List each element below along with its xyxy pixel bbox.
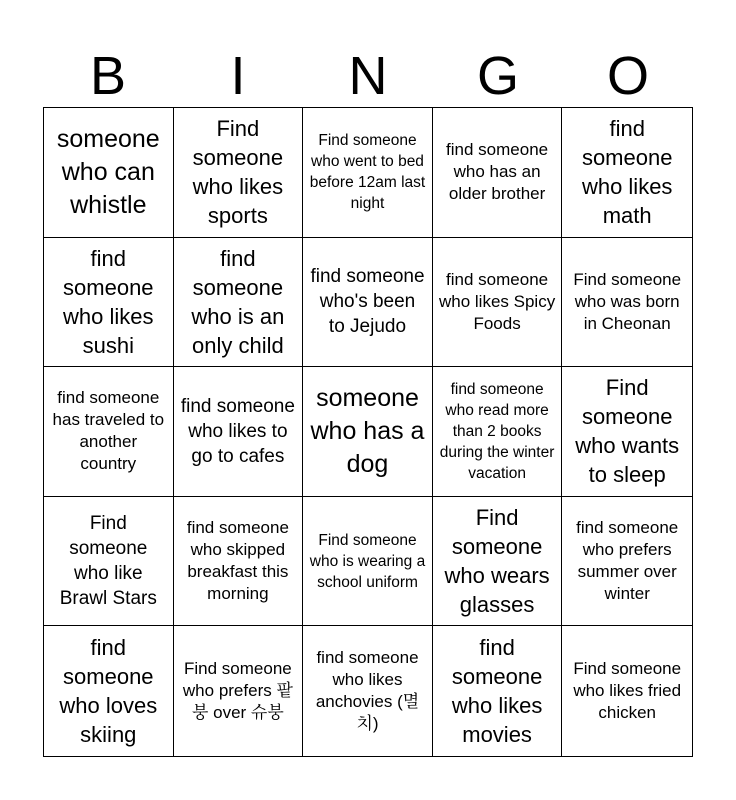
cell-text: Find someone who wants to sleep — [575, 375, 680, 488]
bingo-cell-r1c3[interactable] — [303, 108, 433, 238]
bingo-header — [43, 44, 693, 108]
bingo-cell-r4c2[interactable] — [174, 497, 304, 627]
cell-text: Find someone who likes sports — [192, 116, 284, 229]
bingo-cell-r2c2[interactable] — [174, 238, 304, 368]
cell-text: Find someone who wears glasses — [444, 505, 550, 618]
cell-text: find someone who likes anchovies (멸치) — [315, 648, 420, 734]
cell-text: find someone who skipped breakfast this morning — [186, 518, 289, 604]
cell-text: find someone who likes math — [581, 116, 673, 229]
cell-text: find someone who prefers summer over winter — [576, 518, 679, 604]
header-letter-g: G — [476, 46, 519, 106]
bingo-cell-r4c3[interactable] — [303, 497, 433, 627]
bingo-cell-r1c4[interactable] — [433, 108, 563, 238]
bingo-board — [43, 107, 693, 757]
bingo-cell-r5c2[interactable] — [174, 626, 304, 756]
header-letter-n: N — [348, 46, 388, 106]
cell-text: Find someone who likes fried chicken — [573, 659, 682, 723]
cell-text: Find someone who like Brawl Stars — [59, 513, 157, 610]
bingo-cell-r2c5[interactable] — [562, 238, 692, 368]
cell-text: find someone who likes to go to cafes — [180, 395, 295, 467]
bingo-cell-r1c5[interactable] — [562, 108, 692, 238]
bingo-cell-r4c5[interactable] — [562, 497, 692, 627]
bingo-cell-r4c4[interactable] — [433, 497, 563, 627]
header-letter-o: O — [606, 46, 649, 106]
cell-text: someone who has a dog — [310, 383, 425, 478]
bingo-cell-r3c1[interactable] — [44, 367, 174, 497]
bingo-cell-r2c1[interactable] — [44, 238, 174, 368]
bingo-cell-r5c1[interactable] — [44, 626, 174, 756]
cell-text: Find someone who is wearing a school uniform — [309, 531, 426, 591]
bingo-cell-r1c1[interactable] — [44, 108, 174, 238]
cell-text: find someone has traveled to another country — [52, 388, 165, 474]
bingo-cell-r3c3[interactable] — [303, 367, 433, 497]
cell-text: Find someone who prefers 팥붕 over 슈붕 — [182, 659, 293, 723]
cell-text: find someone who likes sushi — [63, 245, 154, 358]
cell-text: find someone who likes Spicy Foods — [438, 269, 556, 333]
bingo-cell-r3c2[interactable] — [174, 367, 304, 497]
bingo-cell-r2c3[interactable] — [303, 238, 433, 368]
bingo-cell-r5c3[interactable] — [303, 626, 433, 756]
cell-text: Find someone who went to bed before 12am last night — [309, 132, 426, 213]
cell-text: find someone who is an only child — [191, 245, 285, 358]
header-letter-b: B — [89, 46, 127, 106]
bingo-cell-r3c4[interactable] — [433, 367, 563, 497]
bingo-cell-r3c5[interactable] — [562, 367, 692, 497]
bingo-cell-r4c1[interactable] — [44, 497, 174, 627]
cell-text: Find someone who was born in Cheonan — [573, 269, 682, 333]
bingo-cell-r5c5[interactable] — [562, 626, 692, 756]
cell-text: find someone who's been to Jejudo — [310, 266, 425, 338]
bingo-cell-r5c4[interactable] — [433, 626, 563, 756]
cell-text: find someone who read more than 2 books during the winter vacation — [439, 380, 555, 482]
header-letter-i: I — [230, 46, 246, 106]
cell-text: find someone who has an older brother — [446, 140, 549, 204]
cell-text: find someone who likes movies — [451, 635, 543, 748]
cell-text: someone who can whistle — [56, 124, 160, 219]
bingo-cell-r1c2[interactable] — [174, 108, 304, 238]
cell-text: find someone who loves skiing — [59, 635, 158, 748]
bingo-cell-r2c4[interactable] — [433, 238, 563, 368]
